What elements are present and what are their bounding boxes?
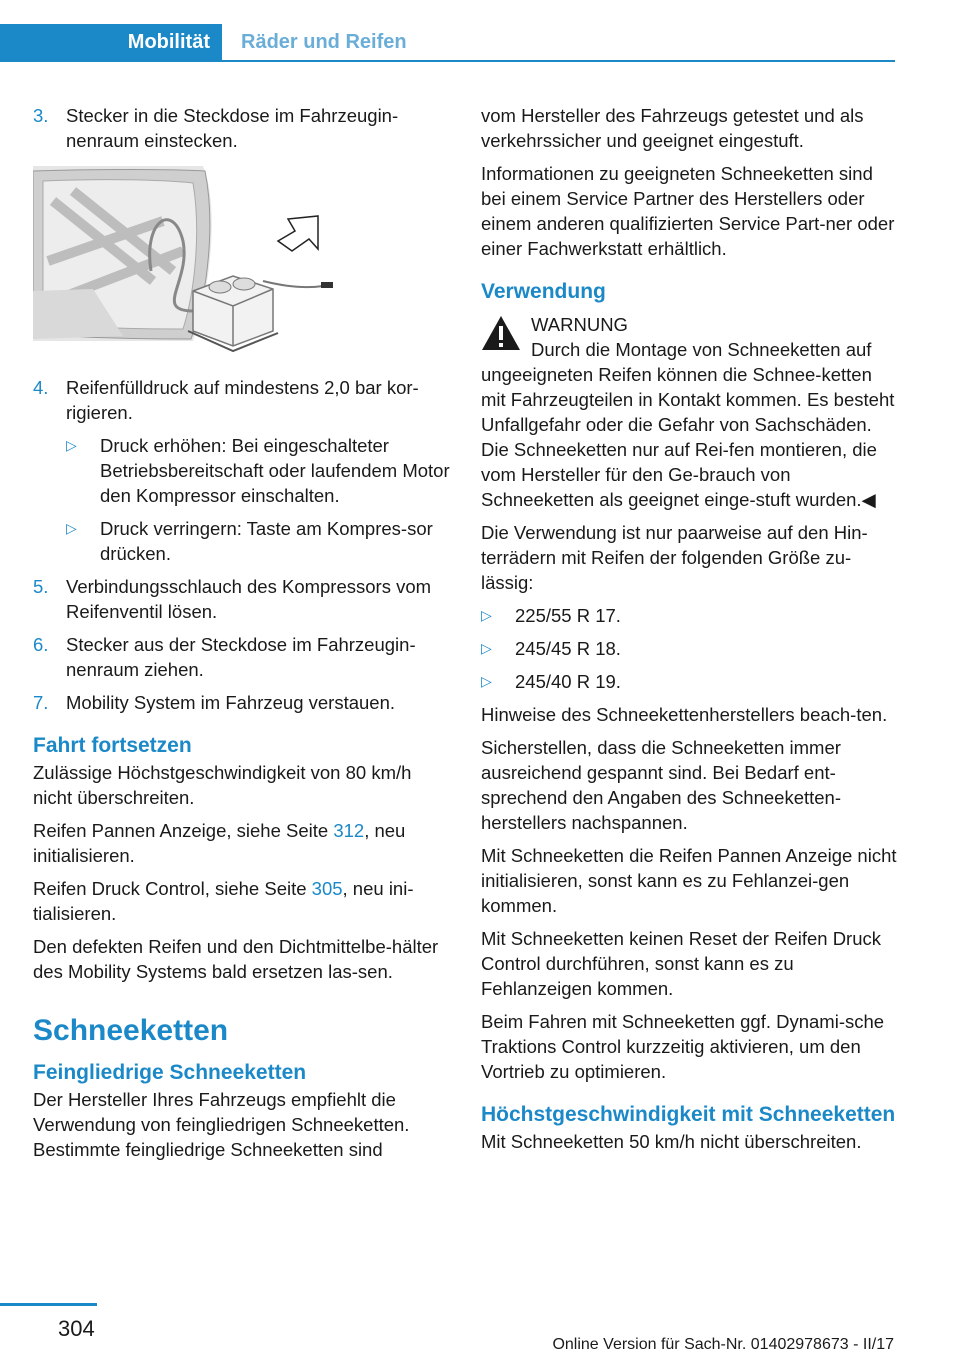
triangle-right-icon: ▷	[481, 640, 492, 656]
paragraph: Beim Fahren mit Schneeketten ggf. Dynami‐sche Traktions Control kurzzeitig aktivieren, um den Vortrieb zu optimieren.	[481, 1011, 885, 1082]
tab-mobilitaet[interactable]	[0, 24, 222, 61]
tab-label: Räder und Reifen	[241, 31, 407, 53]
text: Reifen Pannen Anzeige, siehe Seite	[33, 820, 334, 841]
step-text: Stecker aus der Steckdose im Fahrzeugin‐nenraum ziehen.	[66, 634, 416, 680]
paragraph: vom Hersteller des Fahrzeugs getestet und als verkehrssicher und geeignet eingestuft.	[481, 105, 864, 151]
tab-raeder-und-reifen[interactable]	[222, 24, 895, 61]
bullet-item	[481, 603, 901, 628]
text: Reifen Druck Control, siehe Seite	[33, 878, 312, 899]
paragraph: Zulässige Höchstgeschwindigkeit von 80 km/h nicht überschreiten.	[33, 762, 412, 808]
step-item	[33, 574, 451, 624]
step-number: 5.	[33, 576, 49, 597]
bullet-text: Druck verringern: Taste am Kompres‐sor drücken.	[100, 518, 433, 564]
bullet-item	[481, 636, 901, 661]
paragraph	[33, 818, 451, 868]
step-item	[33, 103, 451, 153]
heading-fahrt-fortsetzen: Fahrt fortsetzen	[33, 734, 192, 757]
step-item	[33, 690, 451, 715]
triangle-right-icon: ▷	[66, 520, 77, 536]
tire-size: 245/45 R 18.	[515, 638, 621, 659]
text: , neu initialisieren.	[33, 820, 406, 866]
step-text: Stecker in die Steckdose im Fahrzeugin‐nenraum einstecken.	[66, 105, 399, 151]
footer-online-version: Online Version für Sach-Nr. 01402978673 - II/17	[552, 1336, 894, 1353]
paragraph: Mit Schneeketten die Reifen Pannen Anzeige nicht initialisieren, sonst kann es zu Fehlanzei‐gen kommen.	[481, 845, 897, 916]
paragraph: Mit Schneeketten 50 km/h nicht überschreiten.	[481, 1131, 862, 1152]
paragraph: Der Hersteller Ihres Fahrzeugs empfiehlt die Verwendung von feingliedrigen Schneeketten. Bestimmte feingliedrige Schneeketten sind	[33, 1089, 410, 1160]
paragraph: Die Verwendung ist nur paarweise auf den Hin‐terrädern mit Reifen der folgenden Größe zu‐lässig:	[481, 522, 868, 593]
triangle-right-icon: ▷	[481, 673, 492, 689]
tire-size: 245/40 R 19.	[515, 671, 621, 692]
triangle-right-icon: ▷	[481, 607, 492, 623]
footer-rule	[0, 1303, 97, 1306]
step-text: Verbindungsschlauch des Kompressors vom Reifenventil lösen.	[66, 576, 432, 622]
step-number: 6.	[33, 634, 49, 655]
right-column	[481, 103, 901, 1162]
paragraph: Hinweise des Schneekettenherstellers beach‐ten.	[481, 704, 888, 725]
paragraph: Sicherstellen, dass die Schneeketten immer ausreichend gespannt sind. Bei Bedarf ent‐sprechend den Angaben des Schneeketten‐herstellers nachspannen.	[481, 737, 842, 833]
bullet-item	[481, 669, 901, 694]
tab-label: Mobilität	[127, 31, 210, 53]
paragraph: Informationen zu geeigneten Schneeketten sind bei einem Service Partner des Herstellers oder einem anderen qualifizierten Service Part‐ner oder einer Fachwerkstatt erhältlich.	[481, 163, 895, 259]
page-link-305[interactable]: 305	[311, 878, 343, 899]
step-number: 3.	[33, 105, 49, 126]
page-link-312[interactable]: 312	[333, 820, 365, 841]
page-number: 304	[58, 1316, 95, 1341]
heading-feingliedrige: Feingliedrige Schneeketten	[33, 1061, 307, 1084]
left-column	[33, 103, 451, 1170]
heading-schneeketten: Schneeketten	[33, 1014, 229, 1047]
tire-size: 225/55 R 17.	[515, 605, 621, 626]
heading-hoechstgeschwindigkeit: Höchstgeschwindigkeit mit Schneeketten	[481, 1103, 896, 1126]
bullet-item	[66, 516, 451, 566]
text: , neu ini‐tialisieren.	[33, 878, 414, 924]
step-item	[33, 375, 451, 425]
step-number: 7.	[33, 692, 49, 713]
warning-triangle-icon	[481, 315, 521, 351]
bullet-text: Druck erhöhen: Bei eingeschalteter Betriebsbereitschaft oder laufendem Motor den Kompressor einschalten.	[100, 435, 450, 506]
paragraph: Den defekten Reifen und den Dichtmittelbe‐hälter des Mobility Systems bald ersetzen las‐sen.	[33, 936, 439, 982]
triangle-right-icon: ▷	[66, 437, 77, 453]
paragraph: Mit Schneeketten keinen Reset der Reifen Druck Control durchführen, sonst kann es zu Fehlanzeigen kommen.	[481, 928, 882, 999]
warning-block	[481, 312, 901, 337]
step-text: Mobility System im Fahrzeug verstauen.	[66, 692, 396, 713]
step-text: Reifenfülldruck auf mindestens 2,0 bar kor‐rigieren.	[66, 377, 419, 423]
warning-text: Durch die Montage von Schneeketten auf ungeeigneten Reifen können die Schnee‐ketten mit Fahrzeugteilen in Kontakt kommen. Es besteht Unfallgefahr oder die Gefahr von Sachschäden. Die Schneeketten nur auf Rei‐fen montieren, die vom Hersteller für den Ge‐brauch von Schneeketten als geeignet einge‐stuft wurden.◀	[481, 339, 895, 510]
heading-verwendung: Verwendung	[481, 280, 606, 303]
warning-title: WARNUNG	[531, 314, 628, 335]
paragraph	[33, 876, 451, 926]
header-rule	[0, 60, 895, 62]
compressor-illustration	[33, 161, 343, 361]
step-number: 4.	[33, 377, 49, 398]
bullet-item	[66, 433, 451, 508]
step-item	[33, 632, 451, 682]
